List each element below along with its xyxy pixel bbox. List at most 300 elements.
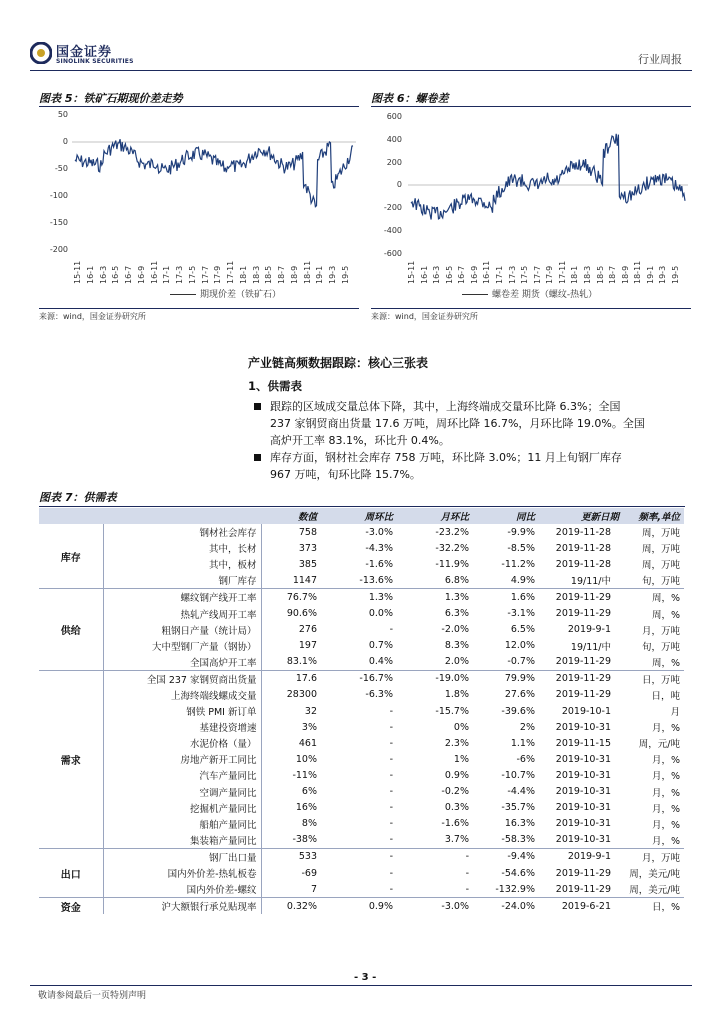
figure6-bottom-rule	[371, 308, 691, 309]
y-tick-label: -50	[54, 164, 68, 173]
y-tick-label: 0	[62, 137, 68, 146]
yoy-cell: -6%	[516, 753, 535, 765]
item-label: 国内外价差-热轧板卷	[103, 865, 261, 881]
figure5-title: 图表 5：铁矿石期现价差走势	[39, 92, 183, 105]
x-tick-label: 17-3	[507, 265, 517, 284]
x-tick-label: 18-7	[608, 265, 618, 284]
x-tick-label: 17-5	[187, 265, 197, 284]
item-label: 集装箱产量同比	[103, 832, 261, 849]
item-label: 钢铁 PMI 新订单	[103, 703, 261, 719]
yoy-cell: 2%	[519, 721, 535, 733]
x-tick-label: 18-9	[289, 265, 299, 284]
x-tick-label: 18-5	[264, 265, 274, 284]
value-cell: 7	[310, 883, 317, 895]
header-unit: 频率,单位	[623, 508, 684, 524]
figure5-title-rule	[39, 106, 359, 107]
yoy-cell: -4.4%	[507, 786, 535, 798]
date-cell: 2019-10-31	[555, 769, 611, 781]
value-cell: 758	[298, 526, 317, 538]
wow-cell: -	[389, 786, 393, 798]
table-row	[39, 605, 684, 621]
unit-cell: 周，美元/吨	[629, 869, 680, 881]
item-label: 全国高炉开工率	[103, 654, 261, 671]
table-row	[39, 638, 684, 654]
wow-cell: -	[389, 802, 393, 814]
yoy-cell: -39.6%	[501, 705, 535, 717]
footer-disclaimer: 敬请参阅最后一页特别声明	[38, 991, 147, 1001]
yoy-cell: 12.0%	[504, 640, 535, 652]
figure6-legend-label: 螺卷差 期货（螺纹-热轧）	[492, 290, 598, 300]
page-number: - 3 -	[354, 972, 377, 983]
mom-cell: 6.8%	[444, 574, 469, 586]
header-wow: 周环比	[321, 508, 397, 524]
date-cell: 19/11/中	[570, 576, 611, 588]
header-divider	[30, 70, 692, 71]
bullet-1-line-1: 跟踪的区域成交量总体下降，其中，上海终端成交量环比降 6.3%；全国	[270, 400, 621, 413]
table-row	[39, 687, 684, 703]
unit-cell: 月，%	[651, 803, 680, 815]
x-tick-label: 16-5	[444, 265, 454, 284]
value-cell: -38%	[292, 834, 317, 846]
item-label: 其中，长材	[103, 540, 261, 556]
value-cell: 8%	[301, 818, 317, 830]
x-tick-label: 16-9	[469, 265, 479, 284]
figure5-legend-label: 期现价差（铁矿石）	[200, 290, 282, 300]
header-item	[103, 508, 261, 524]
x-tick-label: 17-9	[545, 265, 555, 284]
yoy-cell: -54.6%	[501, 867, 535, 879]
unit-cell: 周，%	[623, 589, 684, 606]
wow-cell: -	[389, 867, 393, 879]
mom-cell: -	[465, 867, 469, 879]
unit-cell: 月，%	[651, 771, 680, 783]
yoy-cell: 4.9%	[510, 574, 535, 586]
unit-cell: 月，万吨	[623, 848, 684, 865]
date-cell: 2019-10-31	[555, 802, 611, 814]
bullet-1-line-3: 高炉开工率 83.1%，环比升 0.4%。	[270, 434, 450, 447]
date-cell: 2019-10-1	[561, 705, 611, 717]
category-cell: 供给	[39, 589, 103, 670]
unit-cell: 月，%	[651, 787, 680, 799]
wow-cell: -4.3%	[365, 542, 393, 554]
date-cell: 2019-10-31	[555, 834, 611, 846]
report-type: 行业周报	[638, 53, 682, 66]
wow-cell: 0.9%	[321, 898, 397, 915]
bullet-2-line-2: 967 万吨，旬环比降 15.7%。	[270, 468, 421, 481]
mom-cell: -2.0%	[441, 624, 469, 636]
wow-cell: -	[389, 883, 393, 895]
wow-cell: -	[389, 721, 393, 733]
item-label: 空调产量同比	[103, 784, 261, 800]
wow-cell: -	[389, 769, 393, 781]
yoy-cell: -132.9%	[495, 883, 535, 895]
unit-cell: 周，%	[651, 657, 680, 669]
item-label: 全国 237 家钢贸商出货量	[103, 670, 261, 687]
yoy-cell: -3.1%	[507, 608, 535, 620]
bullet-square-icon	[254, 454, 261, 461]
x-tick-label: 16-5	[111, 265, 121, 284]
wow-cell: -	[389, 624, 393, 636]
table-row	[39, 800, 684, 816]
date-cell: 2019-11-28	[555, 526, 611, 538]
figure5-bottom-rule	[39, 308, 359, 309]
date-cell: 2019-9-1	[539, 848, 623, 865]
wow-cell: -6.3%	[365, 689, 393, 701]
item-label: 螺纹钢产线开工率	[103, 589, 261, 606]
table-row	[39, 556, 684, 572]
mom-cell: -15.7%	[435, 705, 469, 717]
value-cell: 0.32%	[261, 898, 321, 915]
item-label: 热轧产线周开工率	[103, 605, 261, 621]
mom-cell: -3.0%	[397, 898, 473, 915]
unit-cell: 月，%	[651, 835, 680, 847]
y-tick-label: -100	[49, 191, 68, 200]
date-cell: 2019-10-31	[555, 721, 611, 733]
mom-cell: 6.3%	[444, 608, 469, 620]
table-row	[39, 898, 684, 915]
mom-cell: 1.3%	[397, 589, 473, 606]
value-cell: 16%	[295, 802, 317, 814]
mom-cell: -	[397, 848, 473, 865]
wow-cell: -	[389, 705, 393, 717]
yoy-cell: -11.2%	[501, 558, 535, 570]
table-row	[39, 719, 684, 735]
item-label: 基建投资增速	[103, 719, 261, 735]
wow-cell: -	[389, 753, 393, 765]
mom-cell: -	[465, 883, 469, 895]
header-yoy: 同比	[473, 508, 539, 524]
table-row	[39, 832, 684, 849]
yoy-cell: 6.5%	[510, 624, 535, 636]
yoy-cell: -24.0%	[473, 898, 539, 915]
mom-cell: 0.9%	[444, 769, 469, 781]
x-tick-label: 17-9	[213, 265, 223, 284]
mom-cell: 3.7%	[444, 834, 469, 846]
item-label: 沪大额银行承兑贴现率	[103, 898, 261, 915]
wow-cell: -	[321, 848, 397, 865]
yoy-cell: -10.7%	[501, 769, 535, 781]
x-tick-label: 16-11	[149, 260, 159, 284]
x-tick-label: 16-9	[136, 265, 146, 284]
figure6-chart	[408, 112, 688, 254]
item-label: 水泥价格（量）	[103, 735, 261, 751]
y-tick-label: 50	[57, 110, 68, 119]
x-tick-label: 16-7	[124, 265, 134, 284]
unit-cell: 月，%	[651, 755, 680, 767]
value-cell: 3%	[301, 721, 317, 733]
value-cell: 83.1%	[286, 656, 317, 668]
mom-cell: -23.2%	[435, 526, 469, 538]
x-tick-label: 16-1	[85, 265, 95, 284]
yoy-cell: 79.9%	[473, 670, 539, 687]
date-cell: 2019-11-28	[555, 542, 611, 554]
wow-cell: -16.7%	[321, 670, 397, 687]
x-tick-label: 16-1	[419, 265, 429, 284]
bullet-2	[254, 449, 694, 483]
figure5-legend	[170, 287, 281, 300]
yoy-cell: 16.3%	[504, 818, 535, 830]
unit-cell: 旬，万吨	[641, 641, 680, 653]
y-tick-label: 0	[396, 180, 402, 190]
unit-cell: 周，元/吨	[638, 739, 680, 751]
mom-cell: -19.0%	[397, 670, 473, 687]
table-row	[39, 670, 684, 687]
figure5-source: 来源：wind，国金证券研究所	[39, 312, 146, 321]
x-tick-label: 15-11	[407, 260, 416, 284]
item-label: 钢厂出口量	[103, 848, 261, 865]
section-subtitle: 1、供需表	[248, 379, 303, 393]
x-tick-label: 17-3	[175, 265, 185, 284]
category-cell: 需求	[39, 670, 103, 848]
x-tick-label: 17-11	[557, 260, 567, 284]
mom-cell: 1%	[453, 753, 469, 765]
mom-cell: 8.3%	[444, 640, 469, 652]
x-tick-label: 15-11	[73, 260, 82, 284]
bullet-1	[254, 398, 694, 449]
wow-cell: -	[389, 834, 393, 846]
table-row	[39, 654, 684, 671]
series-line	[411, 134, 685, 220]
item-label: 大中型钢厂产量（钢协）	[103, 638, 261, 654]
mom-cell: 2.0%	[444, 656, 469, 668]
item-label: 汽车产量同比	[103, 767, 261, 783]
header-category	[39, 508, 103, 524]
unit-cell: 月，万吨	[641, 625, 680, 637]
y-tick-label: -600	[383, 248, 402, 258]
date-cell: 2019-6-21	[539, 898, 623, 915]
item-label: 钢厂库存	[103, 572, 261, 589]
unit-cell: 旬，万吨	[641, 576, 680, 588]
yoy-cell: 1.6%	[473, 589, 539, 606]
category-cell: 资金	[39, 898, 103, 915]
unit-cell: 月	[670, 707, 680, 719]
x-tick-label: 18-9	[620, 265, 630, 284]
unit-cell: 周，万吨	[641, 544, 680, 556]
wow-cell: 0.7%	[368, 640, 393, 652]
yoy-cell: -9.4%	[473, 848, 539, 865]
mom-cell: 2.3%	[444, 737, 469, 749]
header-mom: 月环比	[397, 508, 473, 524]
bullet-1-line-2: 237 家钢贸商出货量 17.6 万吨，周环比降 16.7%，月环比降 19.0%。全国	[270, 417, 645, 430]
yoy-cell: -9.9%	[507, 526, 535, 538]
date-cell: 2019-11-29	[555, 883, 611, 895]
mom-cell: -0.2%	[441, 786, 469, 798]
item-label: 其中，板材	[103, 556, 261, 572]
value-cell: 10%	[295, 753, 317, 765]
table-row	[39, 589, 684, 606]
wow-cell: 1.3%	[321, 589, 397, 606]
value-cell: 276	[298, 624, 317, 636]
item-label: 粗钢日产量（统计局）	[103, 622, 261, 638]
date-cell: 2019-10-31	[555, 818, 611, 830]
unit-cell: 周，%	[651, 609, 680, 621]
mom-cell: -11.9%	[435, 558, 469, 570]
unit-cell: 周，万吨	[641, 528, 680, 540]
value-cell: -11%	[292, 769, 317, 781]
date-cell: 2019-11-29	[555, 867, 611, 879]
mom-cell: 1.8%	[444, 689, 469, 701]
x-tick-label: 18-11	[302, 260, 312, 284]
series-line	[75, 139, 353, 207]
unit-cell: 日，吨	[651, 690, 680, 702]
date-cell: 19/11/中	[570, 641, 611, 653]
y-tick-label: 200	[386, 157, 402, 167]
date-cell: 2019-11-15	[555, 737, 611, 749]
brand-name-en: SINOLINK SECURITIES	[56, 58, 134, 65]
brand-name: 国金证券	[56, 45, 113, 60]
x-tick-label: 16-7	[457, 265, 467, 284]
y-tick-label: 600	[386, 112, 402, 121]
table-row	[39, 767, 684, 783]
unit-cell: 周，美元/吨	[629, 885, 680, 897]
wow-cell: -1.6%	[365, 558, 393, 570]
value-cell: 385	[298, 558, 317, 570]
wow-cell: -	[389, 818, 393, 830]
header-date: 更新日期	[539, 508, 623, 524]
value-cell: 533	[261, 848, 321, 865]
mom-cell: 0.3%	[444, 802, 469, 814]
footer-divider	[30, 985, 692, 986]
date-cell: 2019-11-29	[555, 656, 611, 668]
x-tick-label: 17-7	[532, 265, 542, 284]
value-cell: 90.6%	[286, 608, 317, 620]
x-tick-label: 17-5	[520, 265, 530, 284]
table-title-rule	[39, 506, 685, 507]
x-tick-label: 19-1	[645, 265, 655, 284]
mom-cell: 0%	[453, 721, 469, 733]
x-tick-label: 17-1	[495, 265, 504, 284]
table-header-row	[39, 508, 684, 524]
wow-cell: -	[389, 737, 393, 749]
x-tick-label: 18-11	[633, 260, 643, 284]
supply-demand-table	[39, 508, 684, 914]
yoy-cell: -58.3%	[501, 834, 535, 846]
item-label: 房地产新开工同比	[103, 751, 261, 767]
value-cell: 76.7%	[261, 589, 321, 606]
figure5-chart	[72, 110, 356, 255]
table-row	[39, 865, 684, 881]
figure6-legend	[462, 287, 597, 300]
yoy-cell: -8.5%	[507, 542, 535, 554]
value-cell: 6%	[301, 786, 317, 798]
table-row	[39, 816, 684, 832]
value-cell: 1147	[292, 574, 317, 586]
item-label: 船舶产量同比	[103, 816, 261, 832]
table-row	[39, 540, 684, 556]
unit-cell: 日，万吨	[623, 670, 684, 687]
item-label: 上海终端线螺成交量	[103, 687, 261, 703]
value-cell: 32	[304, 705, 317, 717]
x-tick-label: 18-3	[251, 265, 261, 284]
x-tick-label: 18-1	[238, 265, 248, 284]
category-cell: 出口	[39, 848, 103, 897]
unit-cell: 日，%	[623, 898, 684, 915]
date-cell: 2019-11-29	[539, 670, 623, 687]
date-cell: 2019-10-31	[555, 786, 611, 798]
x-tick-label: 16-3	[432, 265, 442, 284]
table-row	[39, 572, 684, 589]
y-tick-label: 400	[386, 134, 402, 144]
date-cell: 2019-11-28	[555, 558, 611, 570]
value-cell: 28300	[286, 689, 317, 701]
figure6-title-rule	[371, 106, 691, 107]
x-tick-label: 19-3	[328, 265, 338, 284]
section-title: 产业链高频数据跟踪：核心三张表	[248, 356, 429, 370]
x-tick-label: 16-11	[482, 260, 492, 284]
value-cell: 17.6	[261, 670, 321, 687]
mom-cell: -1.6%	[441, 818, 469, 830]
y-tick-label: -150	[49, 218, 68, 227]
logo-icon	[30, 42, 52, 64]
x-tick-label: 18-3	[583, 265, 592, 284]
x-tick-label: 18-1	[570, 265, 580, 284]
table-row	[39, 848, 684, 865]
y-tick-label: -200	[383, 203, 402, 213]
unit-cell: 月，%	[651, 819, 680, 831]
value-cell: 373	[298, 542, 317, 554]
bullet-2-line-1: 库存方面，钢材社会库存 758 万吨，环比降 3.0%；11 月上旬钢厂库存	[270, 451, 622, 464]
table-row	[39, 703, 684, 719]
y-tick-label: -200	[49, 245, 68, 254]
date-cell: 2019-11-29	[539, 589, 623, 606]
x-tick-label: 16-3	[98, 265, 108, 284]
date-cell: 2019-11-29	[555, 689, 611, 701]
value-cell: 197	[298, 640, 317, 652]
wow-cell: 0.0%	[368, 608, 393, 620]
y-tick-label: -400	[383, 226, 402, 235]
x-tick-label: 19-5	[341, 265, 350, 284]
table-row	[39, 784, 684, 800]
x-tick-label: 19-5	[671, 265, 680, 284]
x-tick-label: 18-7	[277, 265, 287, 284]
x-tick-label: 19-1	[315, 265, 325, 284]
table-title: 图表 7：供需表	[39, 491, 117, 504]
table-row	[39, 735, 684, 751]
date-cell: 2019-9-1	[567, 624, 611, 636]
legend-line-icon	[462, 294, 488, 295]
value-cell: 461	[298, 737, 317, 749]
x-tick-label: 17-11	[226, 260, 236, 284]
table-row	[39, 881, 684, 898]
item-label: 挖掘机产量同比	[103, 800, 261, 816]
wow-cell: -13.6%	[359, 574, 393, 586]
header-value: 数值	[261, 508, 321, 524]
bullet-square-icon	[254, 403, 261, 410]
unit-cell: 周，万吨	[641, 560, 680, 572]
table-row	[39, 524, 684, 540]
figure6-title: 图表 6：螺卷差	[371, 92, 449, 105]
mom-cell: -32.2%	[435, 542, 469, 554]
yoy-cell: 27.6%	[504, 689, 535, 701]
x-tick-label: 17-7	[200, 265, 210, 284]
unit-cell: 月，%	[651, 723, 680, 735]
yoy-cell: -35.7%	[501, 802, 535, 814]
x-tick-label: 17-1	[162, 265, 172, 284]
date-cell: 2019-10-31	[555, 753, 611, 765]
figure6-source: 来源：wind，国金证券研究所	[371, 312, 478, 321]
x-tick-label: 18-5	[595, 265, 605, 284]
value-cell: -69	[301, 867, 317, 879]
item-label: 钢材社会库存	[103, 524, 261, 540]
yoy-cell: -0.7%	[507, 656, 535, 668]
x-tick-label: 19-3	[658, 265, 668, 284]
wow-cell: -3.0%	[365, 526, 393, 538]
legend-line-icon	[170, 294, 196, 295]
table-row	[39, 622, 684, 638]
category-cell: 库存	[39, 524, 103, 589]
date-cell: 2019-11-29	[555, 608, 611, 620]
yoy-cell: 1.1%	[510, 737, 535, 749]
